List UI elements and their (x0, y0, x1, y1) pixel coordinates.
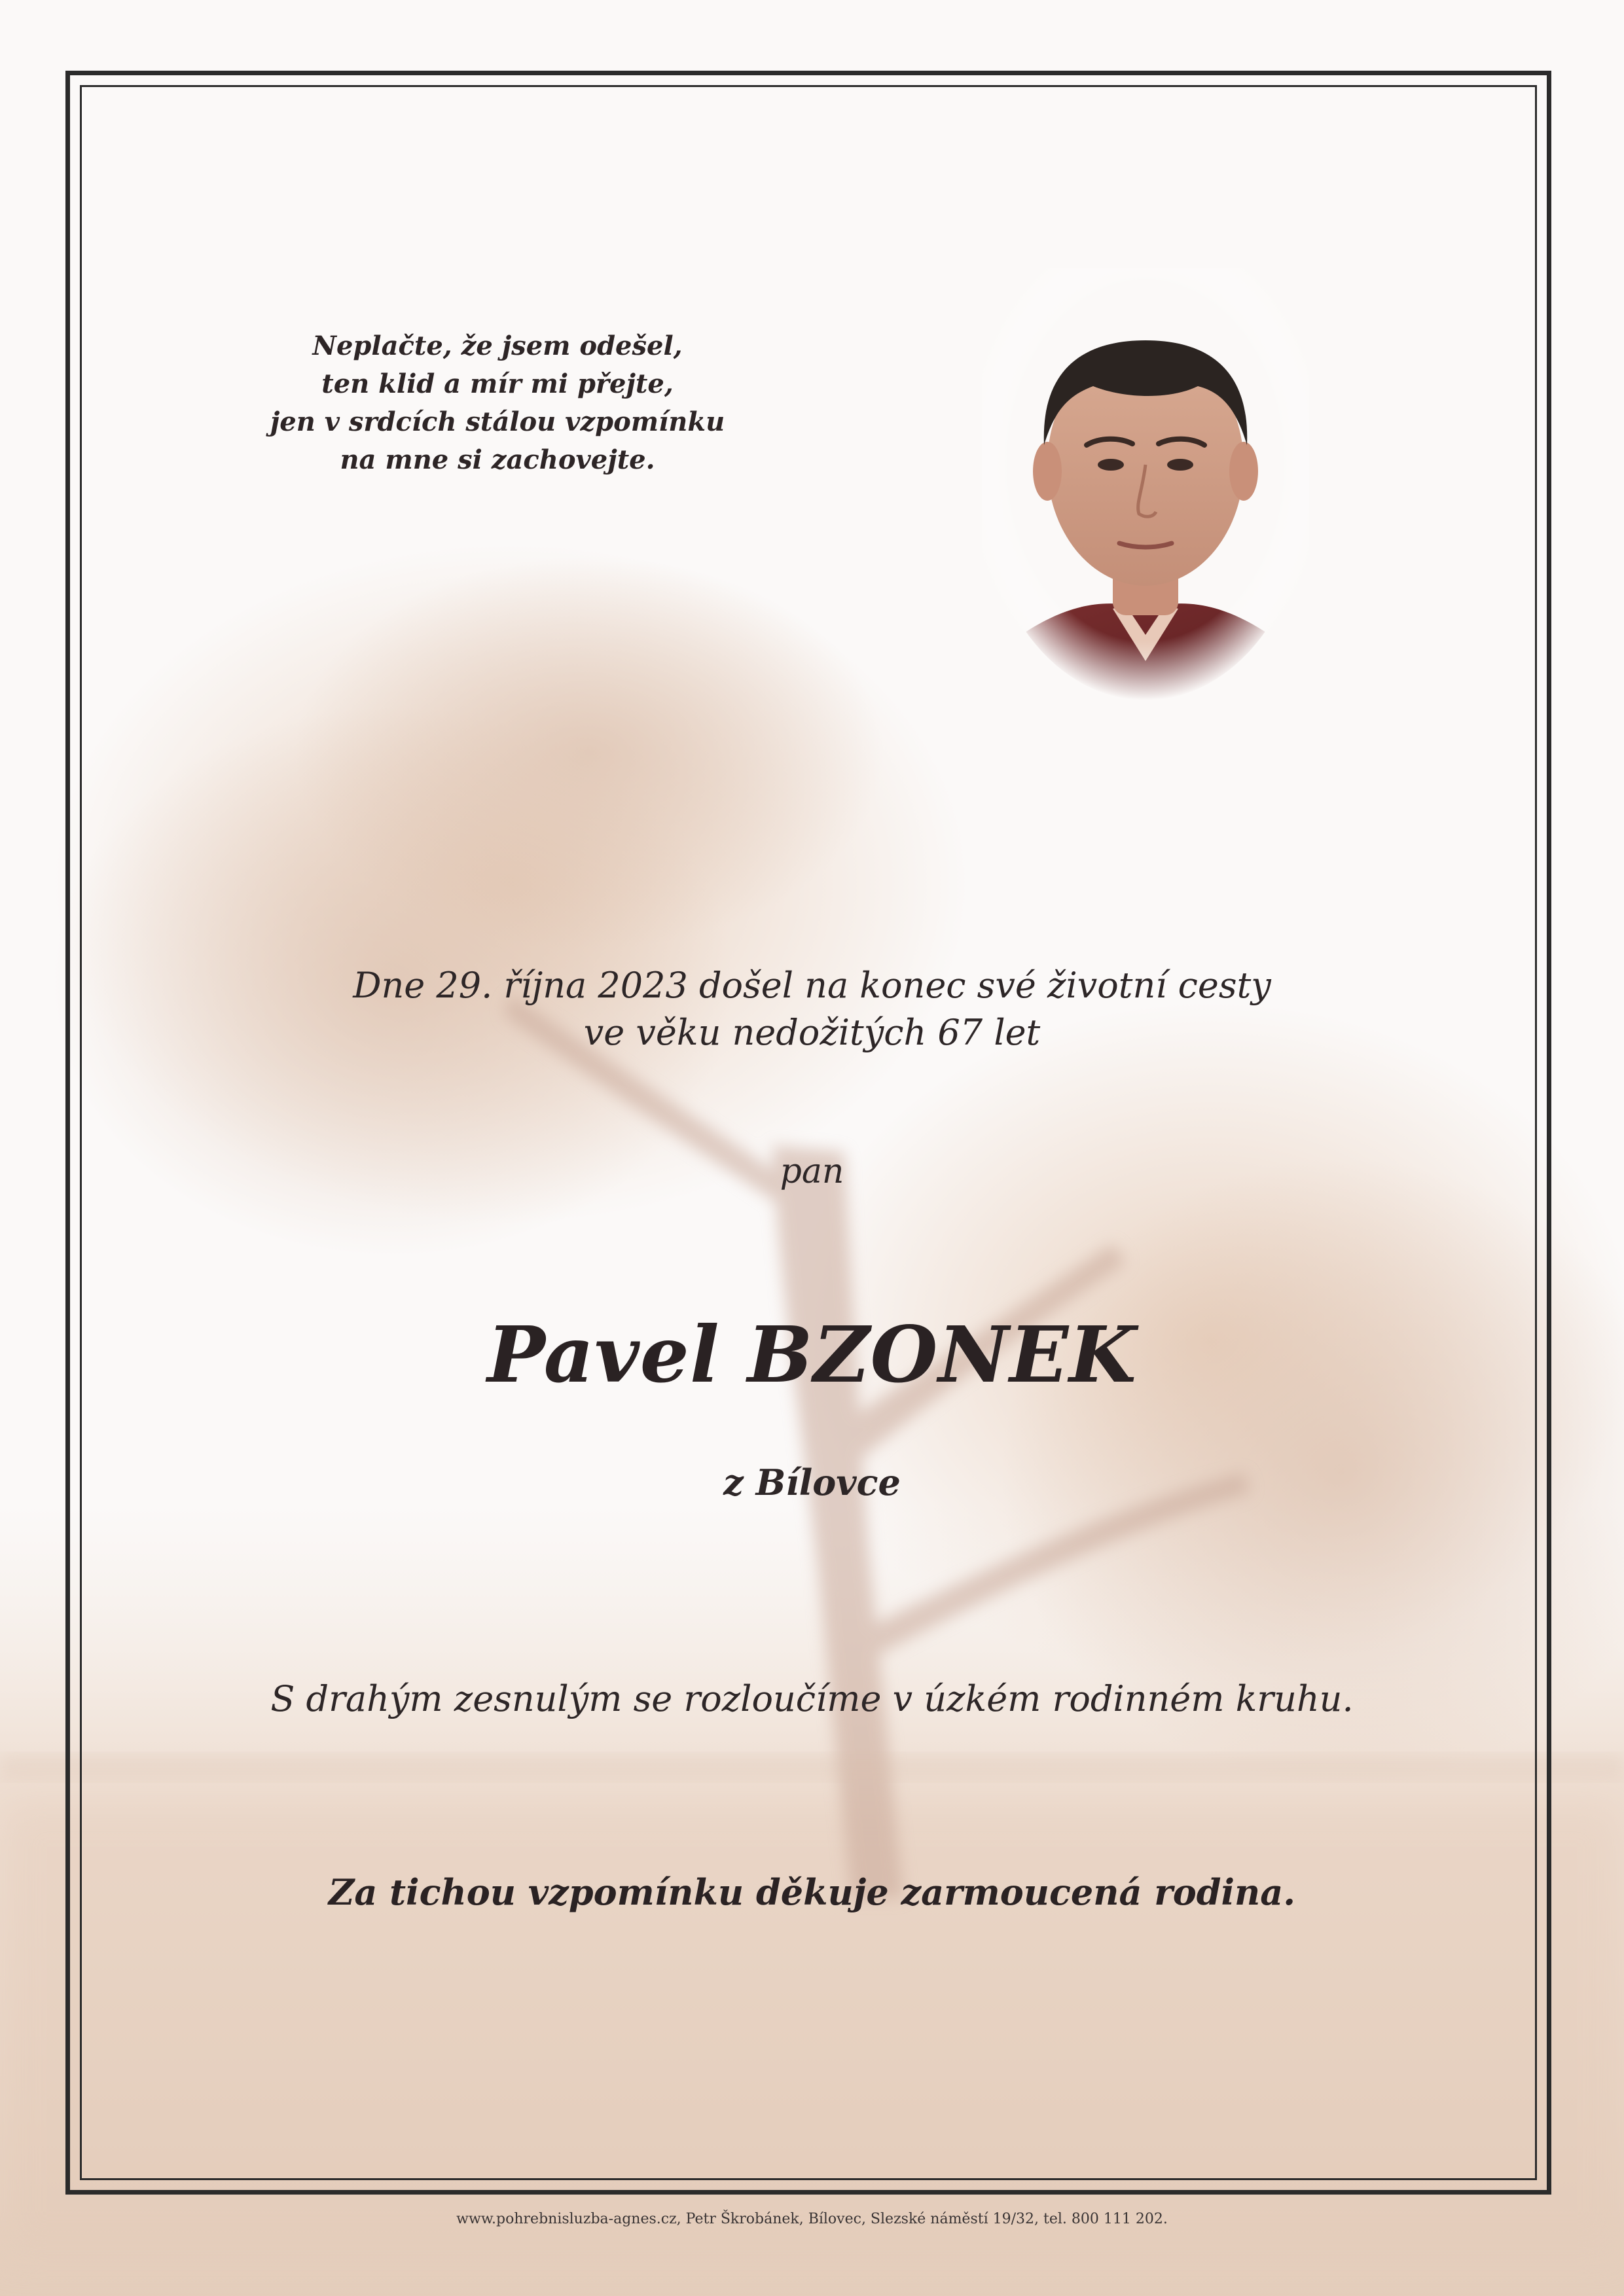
funeral-service-footer: www.pohrebnisluzba-agnes.cz, Petr Škrobánek, Bílovec, Slezské náměstí 19/32, tel. 800 111 202. (456, 2211, 1168, 2227)
poem-line: Neplačte, že jsem odešel, (312, 331, 683, 361)
family-thanks: Za tichou vzpomínku děkuje zarmoucená rodina. (328, 1871, 1296, 1913)
poem-line: na mne si zachovejte. (340, 444, 655, 475)
deceased-portrait-photo (982, 268, 1309, 700)
salutation: pan (780, 1152, 844, 1191)
deceased-origin: z Bílovce (723, 1462, 901, 1503)
announcement-line-2: ve věku nedožitých 67 let (583, 1012, 1041, 1053)
poem-line: ten klid a mír mi přejte, (321, 368, 674, 399)
announcement-line-1: Dne 29. října 2023 došel na konec své životní cesty (353, 965, 1271, 1006)
poem-line: jen v srdcích stálou vzpomínku (270, 406, 725, 437)
memorial-poem (236, 327, 759, 479)
farewell-notice: S drahým zesnulým se rozloučíme v úzkém rodinném kruhu. (270, 1678, 1354, 1719)
deceased-name: Pavel BZONEK (487, 1309, 1137, 1400)
death-announcement (0, 962, 1624, 1056)
